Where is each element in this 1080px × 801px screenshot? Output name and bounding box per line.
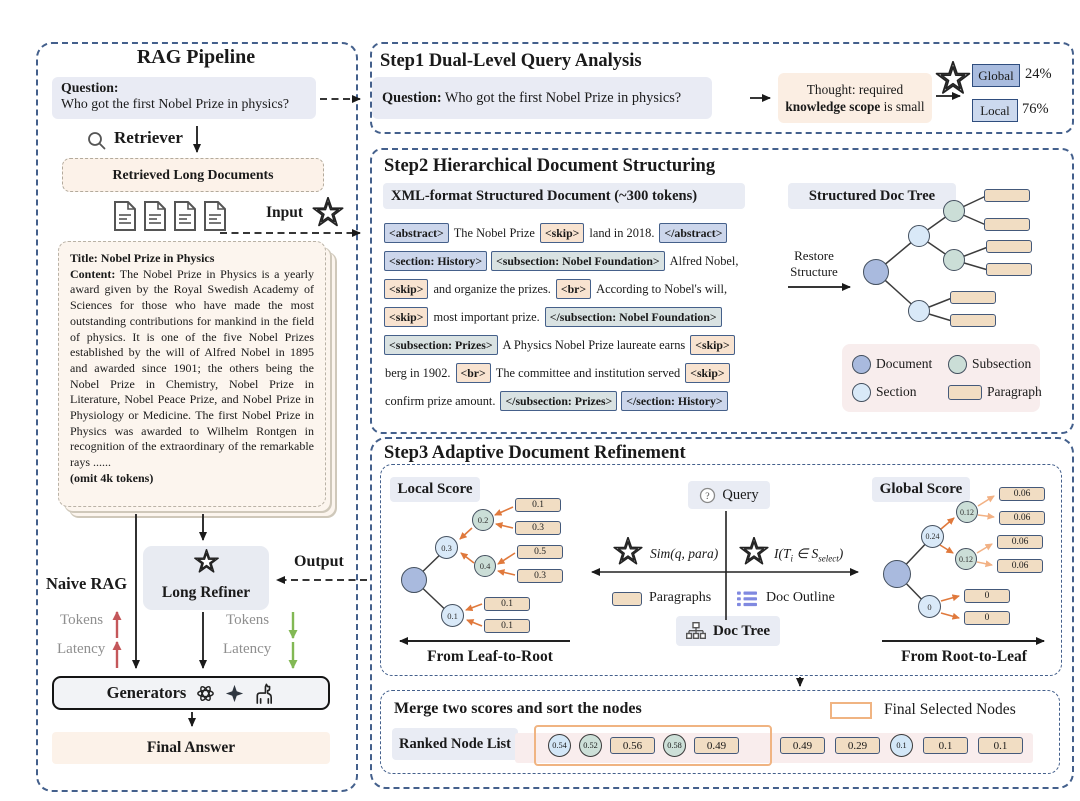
- xml-tag: </abstract>: [659, 223, 727, 243]
- global-paragraph-node: 0.06: [999, 511, 1045, 525]
- global-section-node: 0: [918, 595, 941, 618]
- ranked-node: 0.49: [694, 737, 739, 754]
- ranked-node: 0.56: [610, 737, 655, 754]
- merge-title: Merge two scores and sort the nodes: [394, 700, 642, 717]
- legend-subsection-label: Subsection: [972, 356, 1032, 371]
- tree-section-node: [908, 300, 930, 322]
- refined-tokens-label: Tokens: [226, 612, 270, 628]
- ranked-node: 0.1: [978, 737, 1023, 754]
- xml-line: [382, 387, 764, 415]
- naive-rag-label: Naive RAG: [46, 574, 128, 593]
- naive-tokens-label: Tokens: [60, 612, 104, 628]
- refined-latency-label: Latency: [223, 641, 272, 657]
- local-score-formula: Sim(q, para): [650, 546, 719, 561]
- xml-tag: <skip>: [384, 307, 428, 327]
- local-paragraph-node: 0.1: [515, 498, 561, 512]
- step1-title: Step1 Dual-Level Query Analysis: [380, 51, 642, 71]
- legend-section-label: Section: [876, 384, 917, 399]
- global-document-node: [883, 560, 911, 588]
- xml-tag: <subsection: Prizes>: [384, 335, 498, 355]
- xml-text: Alfred Nobel,: [669, 253, 739, 268]
- xml-tag: <skip>: [685, 363, 729, 383]
- local-pct: 76%: [1022, 101, 1049, 117]
- step3-title: Step3 Adaptive Document Refinement: [384, 443, 686, 463]
- doc-omit: (omit 4k tokens): [70, 470, 154, 485]
- doc-outline-label: Doc Outline: [766, 590, 835, 605]
- global-paragraph-node: 0: [964, 589, 1010, 603]
- ranked-node: 0.29: [835, 737, 880, 754]
- retrieved-docs-box: Retrieved Long Documents: [62, 158, 324, 192]
- local-subsection-node: 0.4: [474, 555, 496, 577]
- question-text: Who got the first Nobel Prize in physics?: [61, 96, 289, 111]
- xml-doc-header: XML-format Structured Document (~300 tokens): [383, 183, 745, 209]
- thought-line2: knowledge scope is small: [785, 99, 925, 114]
- ranked-node: 0.1: [890, 734, 913, 757]
- global-pct: 24%: [1025, 66, 1052, 82]
- long-refiner-label: Long Refiner: [161, 584, 251, 601]
- xml-text: The Nobel Prize: [453, 225, 535, 240]
- xml-tag: <subsection: Nobel Foundation>: [491, 251, 665, 271]
- xml-text: confirm prize amount.: [385, 393, 496, 408]
- local-subsection-node: 0.2: [472, 509, 494, 531]
- xml-text: berg in 1902.: [385, 365, 451, 380]
- query-label: Query: [722, 486, 759, 503]
- xml-line: [382, 275, 764, 303]
- generators-label: Generators: [106, 683, 187, 702]
- tree-paragraph-node: [986, 263, 1032, 276]
- step2-title: Step2 Hierarchical Document Structuring: [384, 156, 716, 176]
- xml-tag: <skip>: [540, 223, 584, 243]
- global-paragraph-node: 0.06: [997, 535, 1043, 549]
- doc-tree-header: Structured Doc Tree: [788, 183, 956, 209]
- question-label: Question:: [61, 80, 119, 95]
- global-paragraph-node: 0.06: [997, 559, 1043, 573]
- from-root-to-leaf-label: From Root-to-Leaf: [901, 648, 1027, 665]
- ranked-node: 0.58: [663, 734, 686, 757]
- xml-line: [382, 331, 764, 359]
- local-section-node: 0.1: [441, 604, 464, 627]
- tree-section-node: [908, 225, 930, 247]
- xml-tag: <section: History>: [384, 251, 487, 271]
- ranked-node-list-label: Ranked Node List: [392, 728, 518, 760]
- step1-question-text: Who got the first Nobel Prize in physics?: [441, 89, 682, 106]
- global-section-node: 0.24: [921, 525, 944, 548]
- doc-title: Title: Nobel Prize in Physics: [70, 251, 215, 265]
- global-subsection-node: 0.12: [956, 501, 978, 523]
- xml-tag: </subsection: Prizes>: [500, 391, 617, 411]
- tree-document-node: [863, 259, 889, 285]
- svg-text:?: ?: [705, 490, 711, 502]
- tree-paragraph-node: [986, 240, 1032, 253]
- ranked-node: 0.52: [579, 734, 602, 757]
- xml-line: [382, 359, 764, 387]
- local-paragraph-node: 0.3: [517, 569, 563, 583]
- xml-structured-document: [382, 219, 764, 415]
- xml-line: [382, 247, 764, 275]
- xml-tag: <skip>: [384, 279, 428, 299]
- final-answer-box: Final Answer: [52, 732, 330, 764]
- restore-structure-label: Restore Structure: [790, 248, 838, 279]
- local-score-label: Local Score: [390, 477, 480, 502]
- tree-paragraph-node: [950, 291, 996, 304]
- paragraphs-legend-label: Paragraphs: [649, 590, 712, 605]
- xml-text: The committee and institution served: [495, 365, 681, 380]
- xml-tag: <abstract>: [384, 223, 449, 243]
- input-label: Input: [266, 204, 304, 221]
- xml-tag: <skip>: [690, 335, 734, 355]
- local-scope-box: Local: [972, 99, 1018, 122]
- xml-tag: </subsection: Nobel Foundation>: [545, 307, 722, 327]
- retriever-label: Retriever: [114, 128, 183, 147]
- global-score-formula: $I(T_i$ ∈ $S_{select}$): [774, 546, 844, 564]
- xml-text: most important prize.: [433, 309, 540, 324]
- doc-content: Content: The Nobel Prize in Physics is a yearly award given by the Royal Swedish Academy of Sciences for those who have made the most outstanding contributions for mankind in the field of physics. It is one of the five Nobel Prizes established by the will of Alfred Nobel in 1895 and awarded since 1901; the others being the Nobel Prize in Chemistry, Nobel Prize in Literature, Nobel Peace Prize, and Nobel Prize in Physiology or Medicine. The first Nobel Prize in Physics was awarded to Wilhelm Rontgen in recognition of the extraordinary of the remarkable rays ......: [70, 266, 314, 470]
- legend-document-label: Document: [876, 356, 933, 371]
- tree-paragraph-node: [984, 218, 1030, 231]
- tree-paragraph-node: [950, 314, 996, 327]
- xml-text: A Physics Nobel Prize laureate earns: [502, 337, 686, 352]
- xml-tag: </section: History>: [621, 391, 727, 411]
- tree-paragraph-node: [984, 189, 1030, 202]
- step1-question-label: Question:: [382, 89, 442, 106]
- global-paragraph-node: 0: [964, 611, 1010, 625]
- xml-tag: <br>: [456, 363, 491, 383]
- xml-text: and organize the prizes.: [433, 281, 551, 296]
- global-scope-box: Global: [972, 64, 1020, 87]
- global-score-label: Global Score: [872, 477, 970, 502]
- from-leaf-to-root-label: From Leaf-to-Root: [427, 648, 553, 665]
- local-section-node: 0.3: [435, 536, 458, 559]
- xml-line: [382, 219, 764, 247]
- local-paragraph-node: 0.3: [515, 521, 561, 535]
- output-label: Output: [294, 553, 344, 570]
- ranked-node: 0.54: [548, 734, 571, 757]
- thought-line1: Thought: required: [806, 82, 904, 97]
- selected-nodes-legend-label: Final Selected Nodes: [884, 701, 1016, 718]
- xml-tag: <br>: [556, 279, 591, 299]
- xml-text: land in 2018.: [589, 225, 655, 240]
- rag-pipeline-title: RAG Pipeline: [136, 46, 256, 68]
- xml-text: According to Nobel's will,: [596, 281, 728, 296]
- local-paragraph-node: 0.1: [484, 619, 530, 633]
- legend-paragraph-label: Paragraph: [987, 384, 1042, 399]
- local-paragraph-node: 0.1: [484, 597, 530, 611]
- global-subsection-node: 0.12: [955, 548, 977, 570]
- global-paragraph-node: 0.06: [999, 487, 1045, 501]
- ranked-node: 0.49: [780, 737, 825, 754]
- local-paragraph-node: 0.5: [517, 545, 563, 559]
- tree-subsection-node: [943, 200, 965, 222]
- doc-tree-label: Doc Tree: [712, 622, 771, 639]
- tree-subsection-node: [943, 249, 965, 271]
- local-document-node: [401, 567, 427, 593]
- ranked-node: 0.1: [923, 737, 968, 754]
- naive-latency-label: Latency: [57, 641, 106, 657]
- xml-line: [382, 303, 764, 331]
